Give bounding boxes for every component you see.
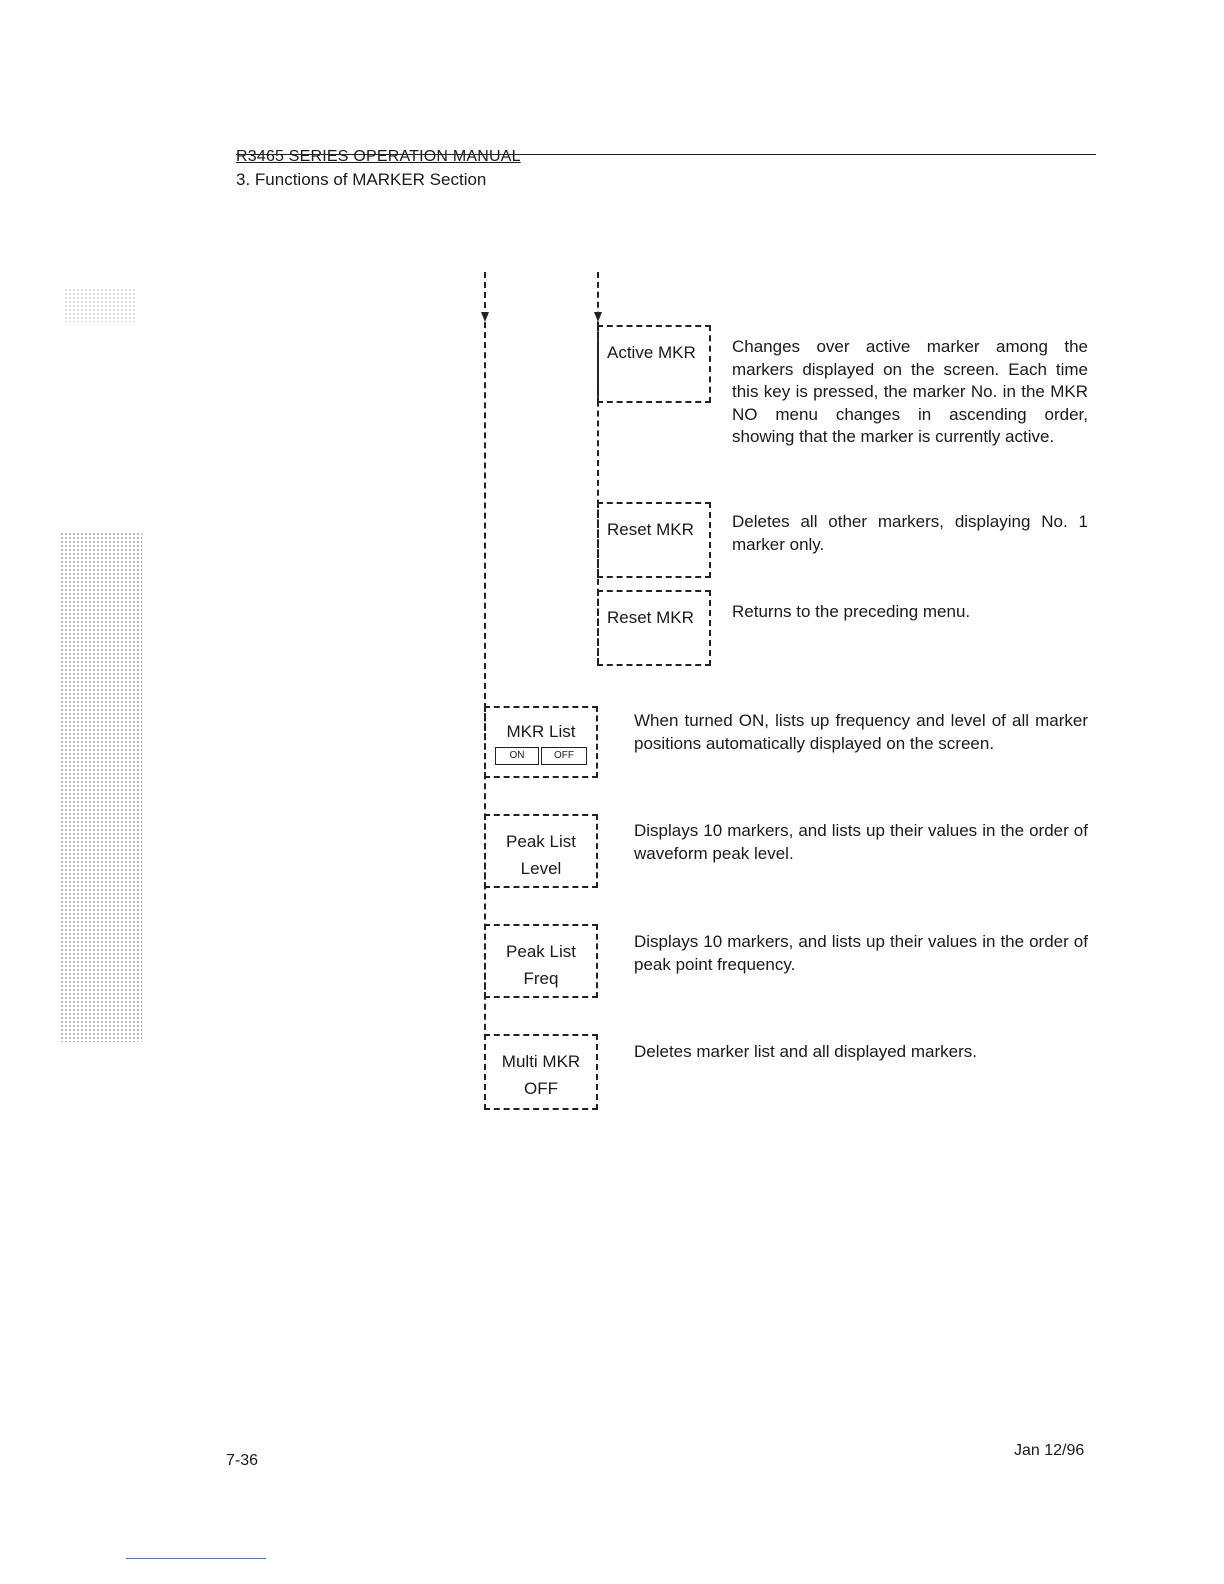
peak-list-freq-description: Displays 10 markers, and lists up their values in the order of peak point frequency.: [634, 932, 1088, 974]
peak-list-freq-line1: Peak List: [506, 942, 576, 961]
multi-mkr-off-key[interactable]: [484, 1034, 598, 1110]
peak-list-level-line1: Peak List: [506, 832, 576, 851]
return-reset-mkr-key[interactable]: [597, 590, 711, 666]
multi-mkr-off-line2: OFF: [524, 1079, 558, 1098]
return-description: Returns to the preceding menu.: [732, 602, 971, 621]
toggle-off[interactable]: OFF: [541, 747, 587, 765]
submenu-arrow-icon: [594, 312, 602, 322]
peak-list-freq-line2: Freq: [523, 969, 559, 988]
bottom-scan-line: [126, 1558, 266, 1559]
page-number: 7-36: [226, 1452, 259, 1469]
toggle-on[interactable]: ON: [495, 747, 539, 765]
reset-mkr-description: Deletes all other markers, displaying No. 1 marker only.: [732, 512, 1088, 554]
reset-mkr-key[interactable]: [597, 502, 711, 578]
mkr-list-key[interactable]: [484, 706, 598, 778]
mkr-list-key-label: MKR List: [506, 722, 576, 741]
main-arrow-icon: [481, 312, 489, 322]
reset-mkr-key-label: Reset MKR: [607, 520, 694, 539]
peak-list-freq-key[interactable]: [484, 924, 598, 998]
peak-list-level-description: Displays 10 markers, and lists up their values in the order of waveform peak level.: [634, 821, 1088, 863]
revision-date: Jan 12/96: [1014, 1442, 1085, 1459]
manual-title: R3465 SERIES OPERATION MANUAL: [236, 148, 521, 165]
scan-speckle-band: [60, 532, 142, 1042]
mkr-list-description: When turned ON, lists up frequency and level of all marker positions automatically displayed on the screen.: [634, 711, 1088, 753]
section-title: 3. Functions of MARKER Section: [236, 170, 487, 189]
active-mkr-description: Changes over active marker among the markers displayed on the screen. Each time this key is pressed, the marker No. in the MKR NO menu changes in ascending order, showing that the marker is currently active.: [732, 337, 1088, 446]
active-mkr-key[interactable]: [597, 325, 711, 403]
mkr-list-toggle[interactable]: [495, 747, 587, 765]
multi-mkr-off-description: Deletes marker list and all displayed markers.: [634, 1042, 977, 1061]
multi-mkr-off-line1: Multi MKR: [501, 1052, 581, 1071]
header-rule: [236, 154, 1096, 155]
peak-list-level-key[interactable]: [484, 814, 598, 888]
peak-list-level-line2: Level: [520, 859, 562, 878]
scan-speckle-top: [64, 288, 136, 322]
return-reset-mkr-key-label: Reset MKR: [607, 608, 694, 627]
active-mkr-key-label: Active MKR: [607, 343, 696, 362]
